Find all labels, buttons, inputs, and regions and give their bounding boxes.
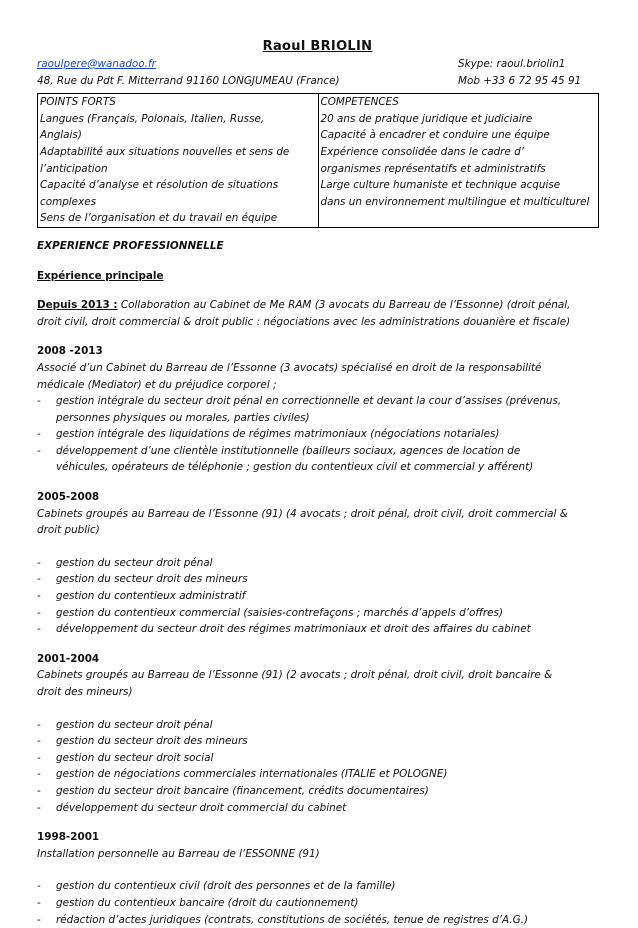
strengths-cell <box>38 94 319 228</box>
dash-bullet: - <box>37 735 41 748</box>
duty-item <box>37 426 598 443</box>
competences-heading: COMPETENCES <box>320 96 399 109</box>
candidate-name: Raoul BRIOLIN <box>262 39 373 54</box>
duty-text-line: gestion du secteur droit des mineurs <box>56 735 248 748</box>
dash-bullet: - <box>37 606 41 619</box>
duty-text-line: gestion du contentieux bancaire (droit du cautionnement) <box>56 896 359 909</box>
competence-line: Large culture humaniste et technique acquise <box>320 179 561 192</box>
strength-line: l’anticipation <box>40 162 108 175</box>
competence-line: Expérience consolidée dans le cadre d’ <box>320 145 525 158</box>
duty-text-line: gestion du secteur droit des mineurs <box>56 573 248 586</box>
strength-line: complexes <box>40 195 97 208</box>
experience-current <box>37 297 598 330</box>
experience-description-line: Installation personnelle au Barreau de l’ESSONNE (91) <box>37 847 320 860</box>
skype-id: Skype: raoul.briolin1 <box>458 58 566 70</box>
dash-bullet: - <box>37 896 41 909</box>
strength-line: Sens de l’organisation et du travail en équipe <box>40 212 278 225</box>
section-title-experience: EXPERIENCE PROFESSIONNELLE <box>37 239 224 252</box>
competence-line: dans un environnement multilingue et multiculturel <box>320 195 590 208</box>
postal-address: 48, Rue du Pdt F. Mitterrand 91160 LONGJUMEAU (France) <box>37 74 340 87</box>
experience-entry <box>37 489 598 638</box>
dash-bullet: - <box>37 395 41 408</box>
blank-line <box>37 701 598 717</box>
duty-text-line: véhicules, opérateurs de téléphonie ; gestion du contentieux civil et commercial y afférent) <box>56 461 534 474</box>
duty-item <box>37 783 598 800</box>
experience-description-line: droit des mineurs) <box>37 686 133 698</box>
duty-item <box>37 621 598 638</box>
dash-bullet: - <box>37 751 41 764</box>
duty-text-line: gestion du contentieux civil (droit des personnes et de la famille) <box>56 880 396 893</box>
experience-date: 2008 -2013 <box>37 345 103 358</box>
duty-item <box>37 717 598 734</box>
dash-bullet: - <box>37 573 41 586</box>
duty-text-line: rédaction d’actes juridiques (contrats, constitutions de sociétés, tenue de registres d’A.G.) <box>56 913 529 926</box>
experience-description-line: Collaboration au Cabinet de Me RAM (3 avocats du Barreau de l’Essonne) (droit pénal, <box>117 299 571 312</box>
dash-bullet: - <box>37 623 41 636</box>
duty-text-line: gestion du contentieux commercial (saisies-contrefaçons ; marchés d’appels d’offres) <box>56 606 504 619</box>
dash-bullet: - <box>37 590 41 603</box>
duty-item <box>37 588 598 605</box>
duty-item <box>37 443 598 476</box>
mobile-number: Mob +33 6 72 95 45 91 <box>458 74 582 87</box>
experience-entry <box>37 829 598 928</box>
blank-line <box>37 862 598 878</box>
duty-text-line: développement du secteur droit des régimes matrimoniaux et droit des affaires du cabinet <box>56 623 531 636</box>
blank-line <box>37 539 598 555</box>
duty-text-line: développement d’une clientèle institutionnelle (bailleurs sociaux, agences de location de <box>56 444 521 457</box>
duty-item <box>37 393 598 426</box>
dash-bullet: - <box>37 444 41 457</box>
competence-line: Capacité à encadrer et conduire une équipe <box>320 129 550 142</box>
duty-item <box>37 571 598 588</box>
experience-description-line: droit public) <box>37 524 100 537</box>
duty-text-line: gestion de négociations commerciales internationales (ITALIE et POLOGNE) <box>56 768 448 781</box>
dash-bullet: - <box>37 913 41 926</box>
strength-line: Langues (Français, Polonais, Italien, Russe, <box>40 112 265 125</box>
experience-entry <box>37 651 598 816</box>
duty-list <box>37 393 598 476</box>
duty-text-line: gestion du secteur droit social <box>56 751 214 764</box>
experience-description-line: Associé d’un Cabinet du Barreau de l’Essonne (3 avocats) spécialisé en droit de la responsabilité <box>37 361 542 374</box>
contact-row-2 <box>37 73 598 90</box>
experience-description-line: droit civil, droit commercial & droit public : négociations avec les administrations douanière et fiscale) <box>37 315 571 328</box>
dash-bullet: - <box>37 768 41 781</box>
duty-text-line: gestion intégrale du secteur droit pénal en correctionnelle et devant la cour d’assises (prévenus, <box>56 395 562 408</box>
duty-item <box>37 895 598 912</box>
duty-item <box>37 605 598 622</box>
duty-item <box>37 800 598 817</box>
duty-text-line: gestion du secteur droit pénal <box>56 556 213 569</box>
email-link[interactable]: raoulpere@wanadoo.fr <box>37 58 156 70</box>
duty-text-line: gestion intégrale des liquidations de régimes matrimoniaux (négociations notariales) <box>56 428 500 441</box>
dash-bullet: - <box>37 784 41 797</box>
strength-line: Anglais) <box>40 129 82 142</box>
subsection-title-main-experience: Expérience principale <box>37 269 164 282</box>
duty-item <box>37 878 598 895</box>
duty-text-line: gestion du secteur droit pénal <box>56 718 213 731</box>
experience-description-line: Cabinets groupés au Barreau de l’Essonne (91) (4 avocats ; droit pénal, droit civil, droit commercial & <box>37 507 568 520</box>
duty-item <box>37 733 598 750</box>
dash-bullet: - <box>37 556 41 569</box>
contact-row-1 <box>37 56 598 73</box>
competence-line: organismes représentatifs et administratifs <box>320 162 546 175</box>
duty-item <box>37 555 598 572</box>
dash-bullet: - <box>37 880 41 893</box>
experience-date: 2001-2004 <box>37 652 100 665</box>
strengths-competences-table <box>37 93 599 228</box>
experience-date: Depuis 2013 : <box>37 299 118 312</box>
duty-list <box>37 717 598 817</box>
dash-bullet: - <box>37 801 41 814</box>
duty-text-line: développement du secteur droit commercial du cabinet <box>56 801 347 814</box>
duty-text-line: personnes physiques ou morales, parties civiles) <box>56 411 310 424</box>
duty-text-line: gestion du contentieux administratif <box>56 590 246 603</box>
experience-list <box>37 343 598 928</box>
experience-date: 2005-2008 <box>37 491 100 504</box>
competence-line: 20 ans de pratique juridique et judiciaire <box>320 112 533 125</box>
strength-line: Adaptabilité aux situations nouvelles et sens de <box>40 145 290 158</box>
competences-cell <box>318 94 599 228</box>
experience-description-line: Cabinets groupés au Barreau de l’Essonne (91) (2 avocats ; droit pénal, droit civil, droit bancaire & <box>37 669 553 682</box>
duty-item <box>37 750 598 767</box>
duty-text-line: gestion du secteur droit bancaire (financement, crédits documentaires) <box>56 784 429 797</box>
duty-list <box>37 555 598 638</box>
duty-item <box>37 766 598 783</box>
dash-bullet: - <box>37 718 41 731</box>
duty-item <box>37 912 598 928</box>
experience-description-line: médicale (Mediator) et du préjudice corporel ; <box>37 378 277 391</box>
dash-bullet: - <box>37 428 41 441</box>
duty-list <box>37 878 598 928</box>
experience-entry <box>37 343 598 476</box>
experience-date: 1998-2001 <box>37 831 100 844</box>
strength-line: Capacité d’analyse et résolution de situations <box>40 179 279 192</box>
strengths-heading: POINTS FORTS <box>40 96 116 109</box>
